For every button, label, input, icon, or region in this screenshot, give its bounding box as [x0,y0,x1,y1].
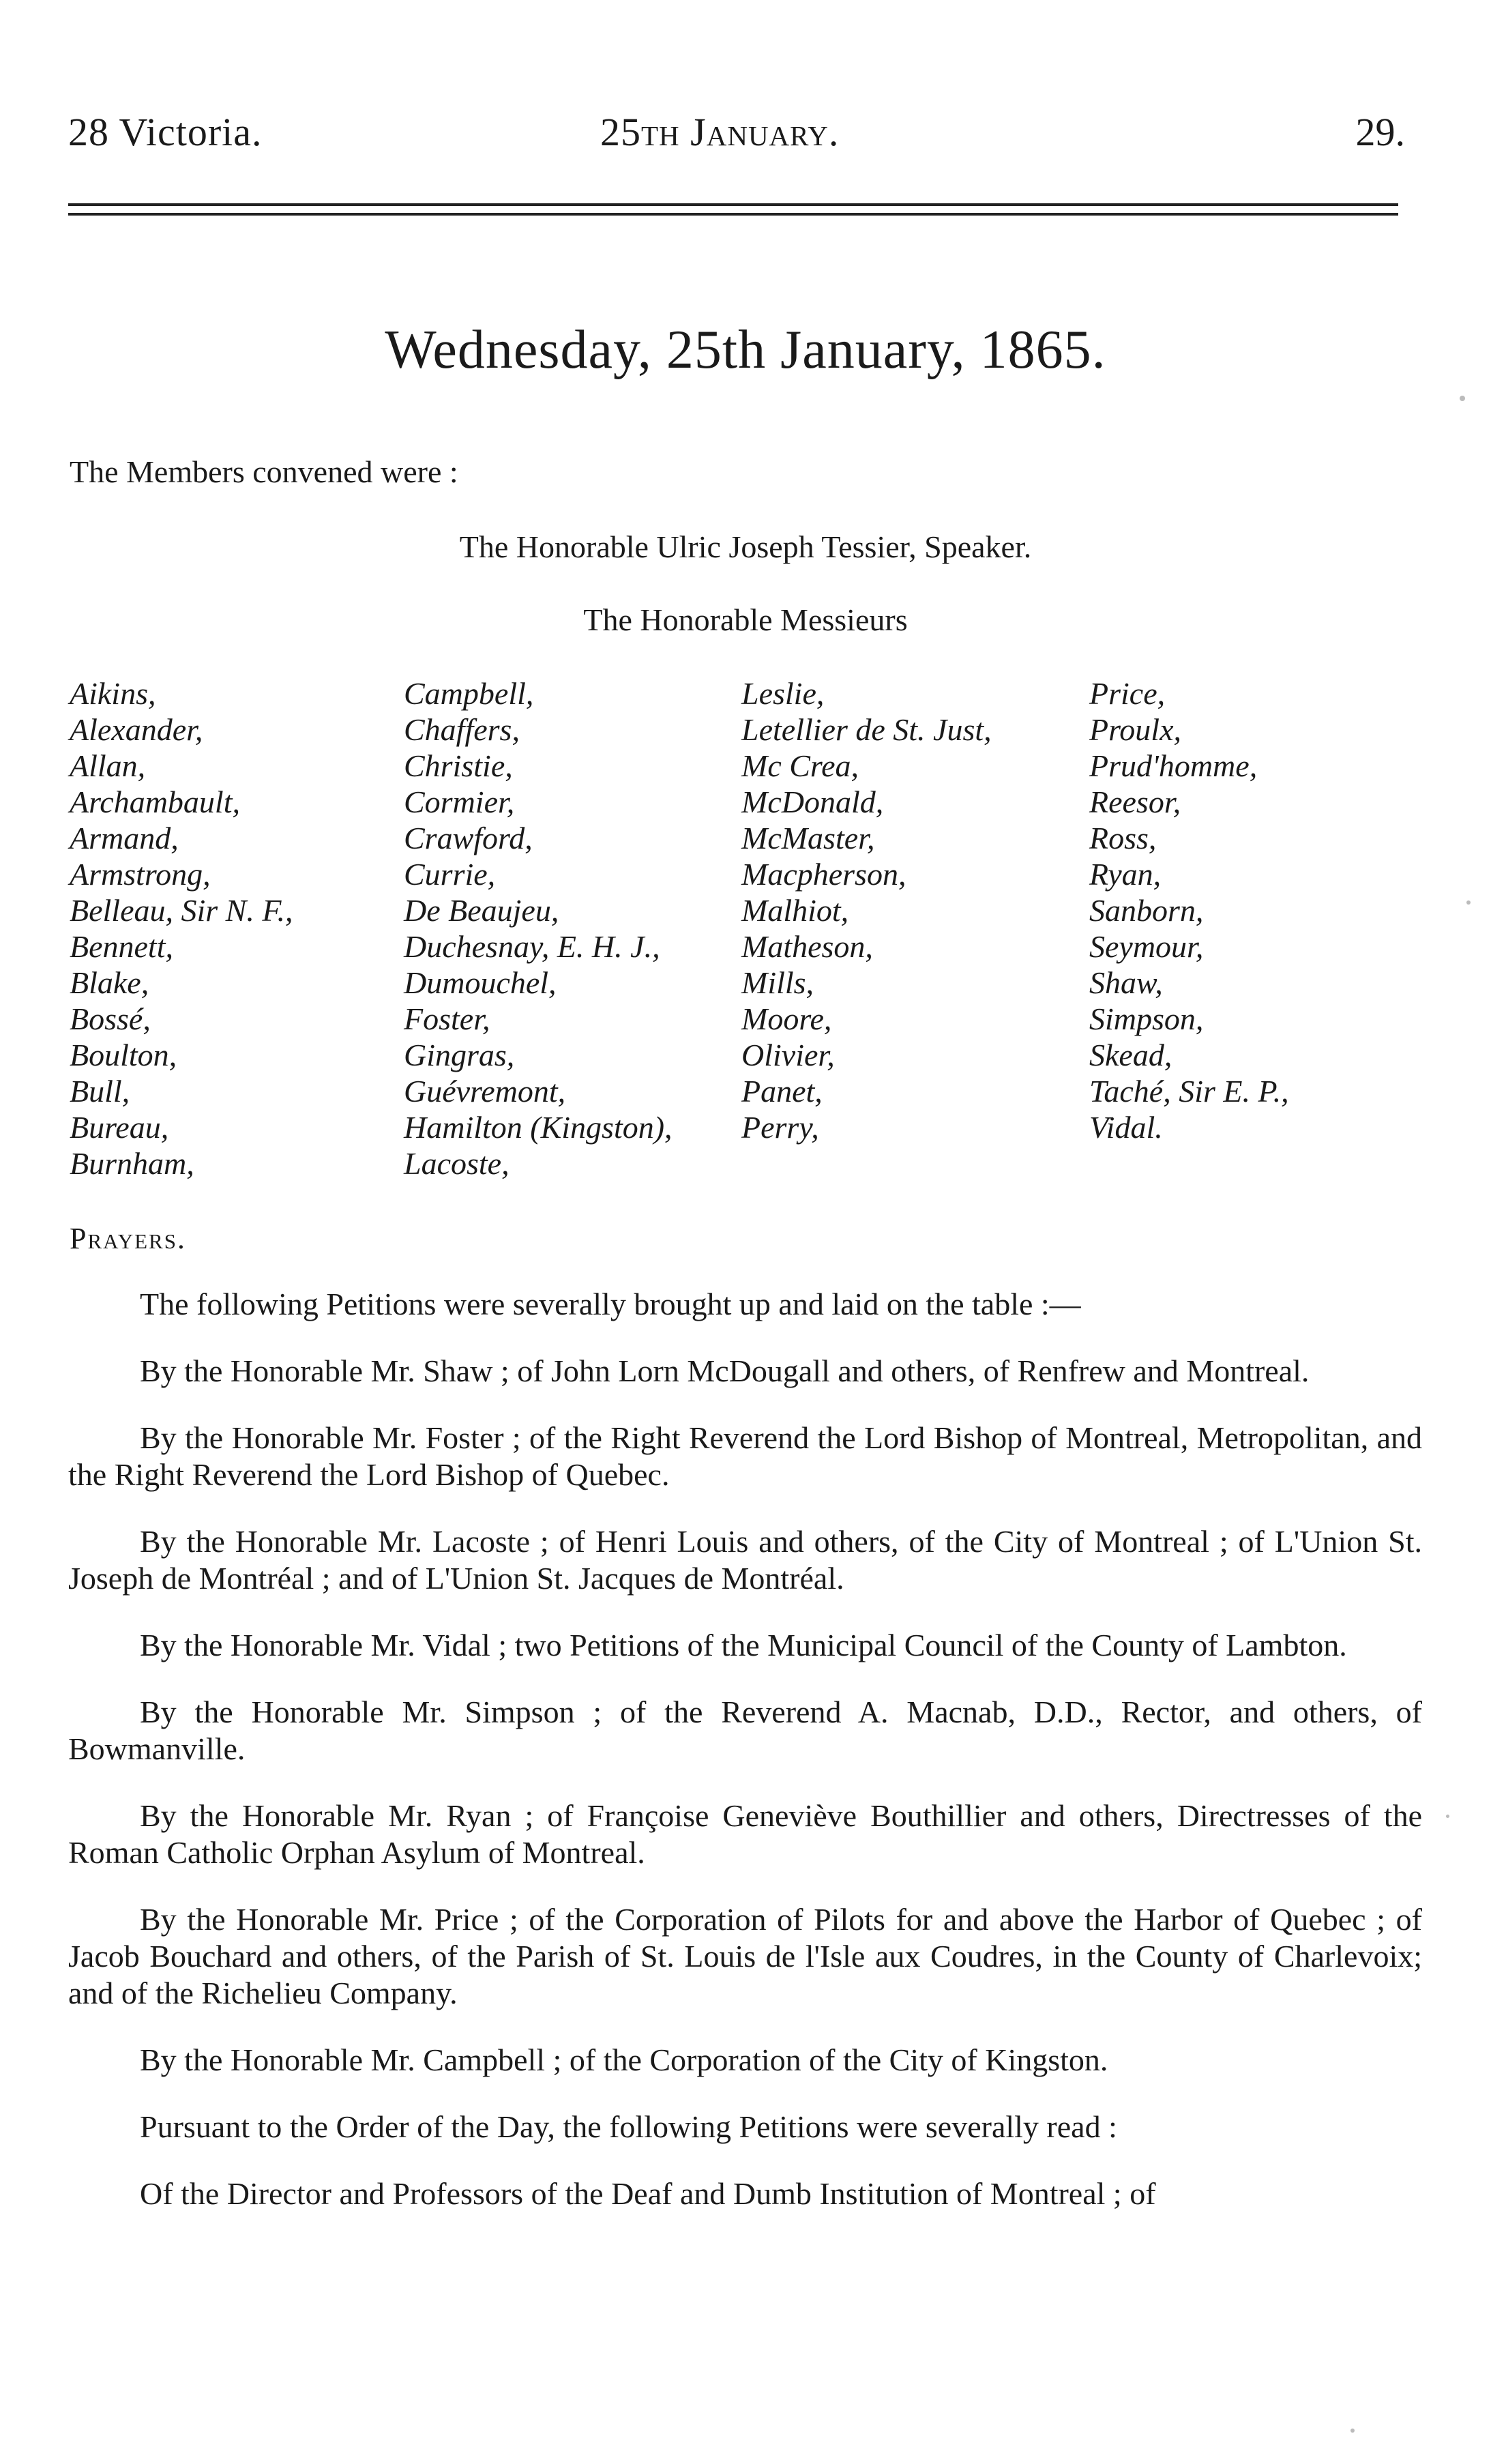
paragraph: By the Honorable Mr. Campbell ; of the Corporation of the City of Kingston. [140,2042,1108,2077]
member-name: Guévremont, [404,1074,566,1109]
running-header [68,109,1405,171]
member-name: McMaster, [741,821,875,855]
paragraph: Of the Director and Professors of the Deaf and Dumb Institution of Montreal ; of [140,2176,1156,2211]
paragraph: By the Honorable Mr. Vidal ; two Petitions of the Municipal Council of the County of Lambton. [140,1628,1347,1662]
header-rule-bottom [68,213,1398,216]
member-name: Mc Crea, [741,748,859,783]
paragraph: By the Honorable Mr. Simpson ; of the Reverend A. Macnab, D.D., Rector, and others, of Bowmanville. [68,1695,1422,1766]
header-date: 25th January. [600,110,840,154]
speaker-line: The Honorable Ulric Joseph Tessier, Speaker. [459,529,1032,564]
paragraph: By the Honorable Mr. Shaw ; of John Lorn McDougall and others, of Renfrew and Montreal. [140,1353,1310,1388]
paragraph: The following Petitions were severally brought up and laid on the table :— [140,1287,1081,1321]
scan-speck [1446,1815,1449,1818]
member-name: Olivier, [741,1038,835,1072]
member-name: Reesor, [1089,784,1181,819]
member-name: Campbell, [404,676,534,711]
page-number: 29. [1355,110,1405,154]
members-list [70,675,1400,1194]
member-name: Boulton, [70,1038,177,1072]
petitions-body [68,1286,1422,2242]
member-name: Crawford, [404,821,533,855]
member-name: Bennett, [70,929,173,964]
scan-speck [1460,396,1465,401]
date-heading: Wednesday, 25th January, 1865. [385,320,1106,380]
member-name: Mills, [741,965,814,1000]
member-name: Macpherson, [741,857,906,892]
member-name: Bureau, [70,1110,169,1145]
member-name: De Beaujeu, [404,893,559,928]
messieurs-line: The Honorable Messieurs [583,602,908,637]
member-name: Alexander, [70,712,203,747]
convened-line: The Members convened were : [70,454,458,489]
member-name: Armstrong, [70,857,211,892]
member-name: Panet, [741,1074,823,1109]
member-name: Aikins, [70,676,156,711]
member-name: Allan, [70,748,146,783]
header-regnal-year: 28 Victoria. [68,110,263,154]
scan-speck [1466,900,1471,905]
member-name: Duchesnay, E. H. J., [404,929,660,964]
member-name: Currie, [404,857,496,892]
member-name: Ryan, [1089,857,1162,892]
member-name: Simpson, [1089,1001,1204,1036]
member-name: Blake, [70,965,149,1000]
member-name: Sanborn, [1089,893,1204,928]
member-name: Malhiot, [741,893,849,928]
member-name: Prud'homme, [1089,748,1258,783]
member-name: McDonald, [741,784,884,819]
member-name: Burnham, [70,1146,194,1181]
member-name: Price, [1089,676,1166,711]
members-column-2 [404,675,758,1182]
member-name: Archambault, [70,784,240,819]
member-name: Letellier de St. Just, [741,712,992,747]
member-name: Christie, [404,748,513,783]
member-name: Leslie, [741,676,825,711]
member-name: Lacoste, [404,1146,510,1181]
paragraph: By the Honorable Mr. Lacoste ; of Henri Louis and others, of the City of Montreal ; of L'Union St. Joseph de Montréal ; and of L'Union St. Jacques de Montréal. [68,1524,1422,1596]
member-name: Perry, [741,1110,819,1145]
member-name: Skead, [1089,1038,1172,1072]
member-name: Proulx, [1089,712,1181,747]
member-name: Foster, [404,1001,490,1036]
member-name: Seymour, [1089,929,1204,964]
paragraph: By the Honorable Mr. Foster ; of the Right Reverend the Lord Bishop of Montreal, Metropolitan, and the Right Reverend the Lord Bishop of Quebec. [68,1420,1422,1492]
scan-speck [1350,2429,1355,2433]
member-name: Moore, [741,1001,832,1036]
paragraph: By the Honorable Mr. Ryan ; of Françoise Geneviève Bouthillier and others, Directresses of the Roman Catholic Orphan Asylum of Montreal. [68,1798,1422,1870]
prayers-heading: Prayers. [70,1222,186,1255]
members-column-1 [70,675,424,1182]
member-name: Chaffers, [404,712,520,747]
member-name: Matheson, [741,929,873,964]
member-name: Bull, [70,1074,130,1109]
member-name: Taché, Sir E. P., [1089,1074,1289,1109]
member-name: Dumouchel, [404,965,557,1000]
paragraph: Pursuant to the Order of the Day, the following Petitions were severally read : [140,2109,1117,2144]
member-name: Cormier, [404,784,515,819]
header-rule-top [68,203,1398,206]
member-name: Shaw, [1089,965,1163,1000]
members-column-4 [1089,675,1444,1145]
paragraph: By the Honorable Mr. Price ; of the Corporation of Pilots for and above the Harbor of Quebec ; of Jacob Bouchard and others, of the Parish of St. Louis de l'Isle aux Coudres, in the County of Charlevoix; and of the Richelieu Company. [68,1902,1422,2010]
members-column-3 [741,675,1096,1145]
member-name: Hamilton (Kingston), [404,1110,673,1145]
member-name: Gingras, [404,1038,515,1072]
member-name: Armand, [70,821,179,855]
member-name: Vidal. [1089,1110,1163,1145]
member-name: Belleau, Sir N. F., [70,893,293,928]
member-name: Bossé, [70,1001,151,1036]
member-name: Ross, [1089,821,1157,855]
